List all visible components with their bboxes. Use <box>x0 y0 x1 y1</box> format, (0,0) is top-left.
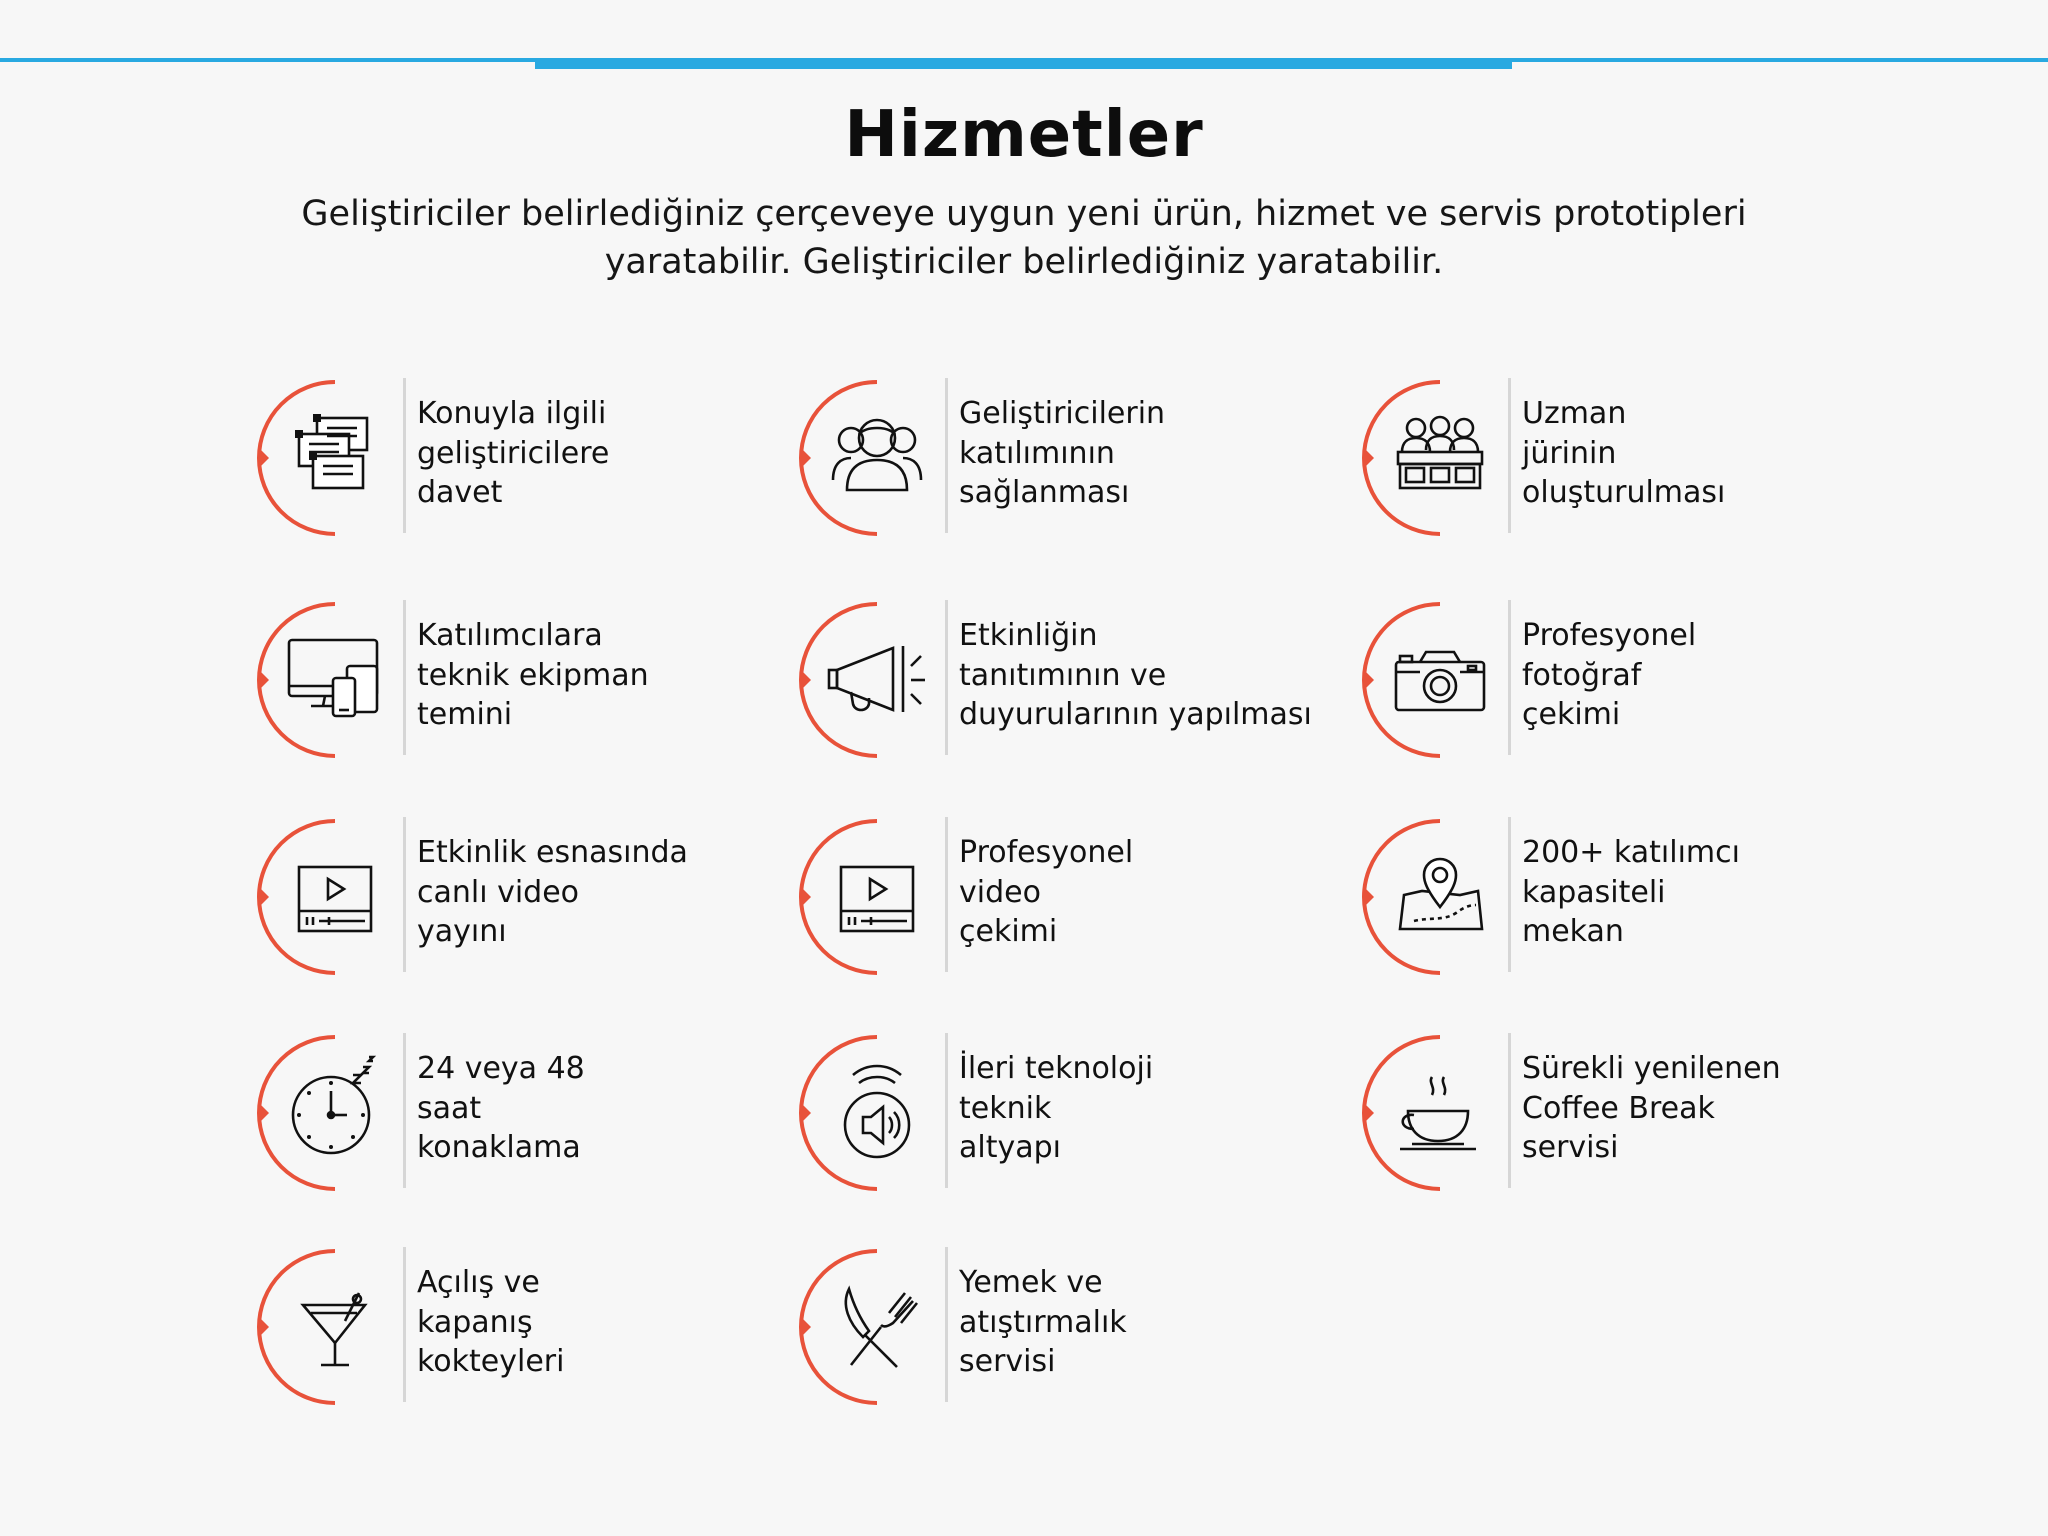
service-icon-badge <box>797 1247 957 1407</box>
service-icon-badge <box>1360 600 1520 760</box>
devices-icon <box>289 640 377 716</box>
service-item <box>1360 378 1920 538</box>
service-item <box>1360 817 1920 977</box>
page-subtitle: Geliştiriciler belirlediğiniz çerçeveye uygun yeni ürün, hizmet ve servis prototipleri yaratabilir. Geliştiriciler belirlediğiniz yaratabilir. <box>301 194 1747 282</box>
service-label: Katılımcılara teknik ekipman temini <box>417 618 649 732</box>
vertical-divider <box>403 378 406 533</box>
service-item <box>1360 600 1920 760</box>
top-accent-bar <box>535 58 1512 69</box>
vertical-divider <box>403 600 406 755</box>
service-label: Sürekli yenilenen Coffee Break servisi <box>1522 1051 1781 1165</box>
video-player-icon <box>299 867 371 931</box>
service-icon-badge <box>255 1247 415 1407</box>
megaphone-icon <box>829 646 925 712</box>
knife-fork-icon <box>846 1289 917 1367</box>
service-item <box>797 1033 1357 1193</box>
cocktail-glass-icon <box>303 1293 365 1365</box>
vertical-divider <box>945 1247 948 1402</box>
service-item <box>255 378 815 538</box>
camera-icon <box>1396 652 1484 710</box>
vertical-divider <box>1508 378 1511 533</box>
vertical-divider <box>945 817 948 972</box>
service-icon-badge <box>797 1033 957 1193</box>
service-item <box>1360 1033 1920 1193</box>
service-label: Uzman jürinin oluşturulması <box>1522 396 1726 510</box>
service-label: Profesyonel fotoğraf çekimi <box>1522 618 1697 732</box>
page-title: Hizmetler <box>844 98 1204 172</box>
vertical-divider <box>945 378 948 533</box>
service-item <box>255 1033 815 1193</box>
service-item <box>255 817 815 977</box>
service-icon-badge <box>1360 817 1520 977</box>
service-item <box>797 600 1357 760</box>
service-icon-badge <box>255 817 415 977</box>
vertical-divider <box>403 817 406 972</box>
service-label: Etkinlik esnasında canlı video yayını <box>417 835 688 949</box>
service-label: Profesyonel video çekimi <box>959 835 1134 949</box>
vertical-divider <box>1508 600 1511 755</box>
sleep-clock-icon <box>293 1057 373 1153</box>
service-icon-badge <box>255 1033 415 1193</box>
invitation-cards-icon <box>295 414 367 488</box>
service-label: Etkinliğin tanıtımının ve duyurularının yapılması <box>959 618 1312 732</box>
service-icon-badge <box>255 600 415 760</box>
map-pin-icon <box>1400 859 1482 929</box>
vertical-divider <box>403 1033 406 1188</box>
service-icon-badge <box>797 378 957 538</box>
service-icon-badge <box>255 378 415 538</box>
service-label: Açılış ve kapanış kokteyleri <box>417 1265 565 1379</box>
service-label: Geliştiricilerin katılımının sağlanması <box>959 396 1166 510</box>
service-item <box>797 1247 1357 1407</box>
service-label: Konuyla ilgili geliştiricilere davet <box>417 396 610 510</box>
vertical-divider <box>945 1033 948 1188</box>
service-label: 24 veya 48 saat konaklama <box>417 1051 585 1165</box>
vertical-divider <box>945 600 948 755</box>
vertical-divider <box>403 1247 406 1402</box>
service-item <box>797 817 1357 977</box>
service-icon-badge <box>797 600 957 760</box>
vertical-divider <box>1508 1033 1511 1188</box>
service-label: Yemek ve atıştırmalık servisi <box>959 1265 1127 1379</box>
service-icon-badge <box>1360 1033 1520 1193</box>
service-icon-badge <box>1360 378 1520 538</box>
coffee-cup-icon <box>1400 1077 1476 1149</box>
service-icon-badge <box>797 817 957 977</box>
jury-panel-icon <box>1398 417 1482 488</box>
service-label: İleri teknoloji teknik altyapı <box>959 1051 1154 1165</box>
speaker-icon <box>845 1066 909 1157</box>
service-label: 200+ katılımcı kapasiteli mekan <box>1522 835 1740 949</box>
people-group-icon <box>833 420 921 490</box>
service-item <box>797 378 1357 538</box>
service-item <box>255 1247 815 1407</box>
service-item <box>255 600 815 760</box>
video-player-icon <box>841 867 913 931</box>
vertical-divider <box>1508 817 1511 972</box>
